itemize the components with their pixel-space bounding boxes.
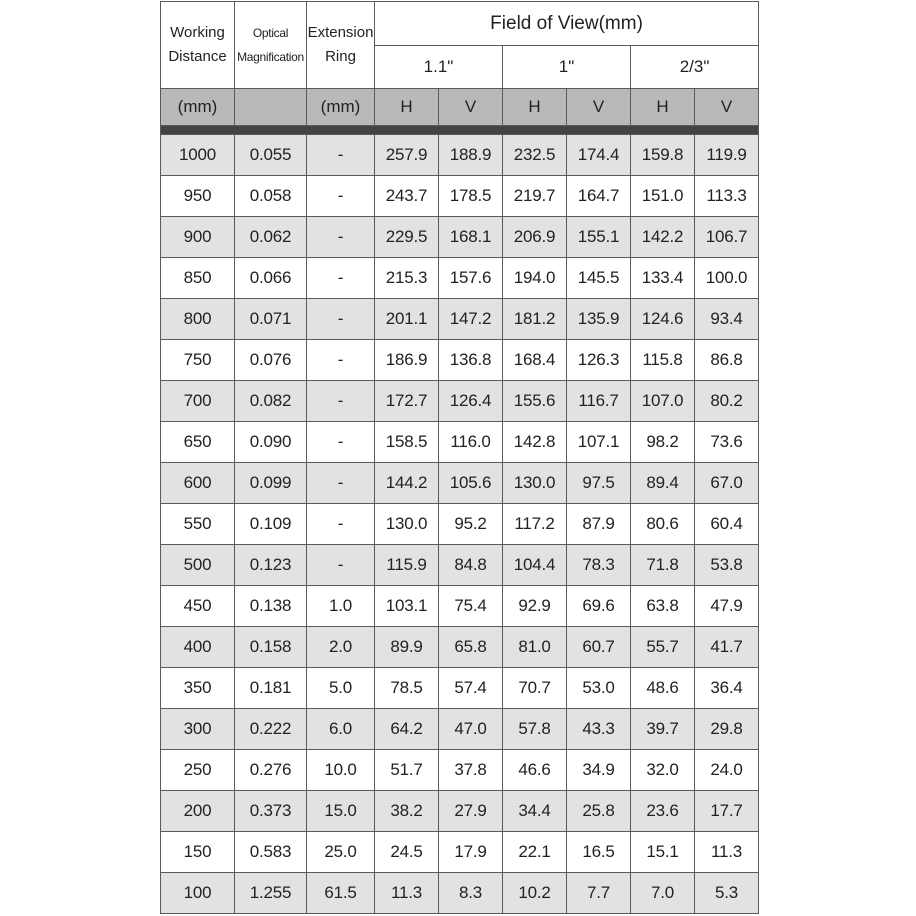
table-cell: 158.5: [375, 422, 439, 463]
table-cell: -: [307, 217, 375, 258]
table-row: [161, 463, 759, 504]
table-cell: 97.5: [567, 463, 631, 504]
table-cell: 105.6: [439, 463, 503, 504]
table-cell: -: [307, 463, 375, 504]
sensor-size-header-1-inch: 1": [503, 46, 631, 89]
table-cell: 47.0: [439, 709, 503, 750]
table-cell: 300: [161, 709, 235, 750]
table-cell: 0.099: [235, 463, 307, 504]
table-cell: 117.2: [503, 504, 567, 545]
table-cell: -: [307, 258, 375, 299]
field-of-view-table: [160, 1, 759, 914]
table-body: [161, 135, 759, 914]
units-row: [161, 89, 759, 126]
table-cell: 1.255: [235, 873, 307, 914]
table-cell: 115.8: [631, 340, 695, 381]
table-cell: 0.066: [235, 258, 307, 299]
table-cell: -: [307, 340, 375, 381]
table-cell: 0.082: [235, 381, 307, 422]
table-cell: 80.2: [695, 381, 759, 422]
table-row: [161, 750, 759, 791]
table-cell: 22.1: [503, 832, 567, 873]
table-row: [161, 176, 759, 217]
table-cell: 186.9: [375, 340, 439, 381]
table-cell: 64.2: [375, 709, 439, 750]
separator-band: [161, 126, 759, 135]
table-row: [161, 832, 759, 873]
table-row: [161, 586, 759, 627]
table-cell: 136.8: [439, 340, 503, 381]
optical-magnification-header: [235, 2, 307, 89]
table-cell: 206.9: [503, 217, 567, 258]
table-cell: 104.4: [503, 545, 567, 586]
table-cell: 172.7: [375, 381, 439, 422]
table-cell: 113.3: [695, 176, 759, 217]
table-cell: 124.6: [631, 299, 695, 340]
unit-cell: V: [695, 89, 759, 126]
table-cell: 51.7: [375, 750, 439, 791]
table-row: [161, 135, 759, 176]
table-cell: 174.4: [567, 135, 631, 176]
optical-magnification-header-line-1: Optical: [252, 26, 289, 40]
table-cell: 130.0: [503, 463, 567, 504]
table-cell: 243.7: [375, 176, 439, 217]
table-cell: -: [307, 545, 375, 586]
table-cell: 700: [161, 381, 235, 422]
table-cell: 450: [161, 586, 235, 627]
table-cell: 5.3: [695, 873, 759, 914]
table-cell: 32.0: [631, 750, 695, 791]
extension-ring-header: [307, 2, 375, 89]
table-cell: 0.123: [235, 545, 307, 586]
table-cell: 29.8: [695, 709, 759, 750]
table-cell: 116.7: [567, 381, 631, 422]
table-cell: 0.373: [235, 791, 307, 832]
table-cell: 145.5: [567, 258, 631, 299]
table-cell: 0.071: [235, 299, 307, 340]
table-cell: 95.2: [439, 504, 503, 545]
table-cell: 100: [161, 873, 235, 914]
table-cell: 0.583: [235, 832, 307, 873]
table-cell: 39.7: [631, 709, 695, 750]
table-cell: 200: [161, 791, 235, 832]
table-row: [161, 873, 759, 914]
table-cell: 157.6: [439, 258, 503, 299]
table-cell: 159.8: [631, 135, 695, 176]
table-cell: 400: [161, 627, 235, 668]
sensor-size-header-1-1-inch: 1.1": [375, 46, 503, 89]
field-of-view-header: Field of View(mm): [375, 2, 759, 46]
table-cell: 126.3: [567, 340, 631, 381]
table-cell: 0.055: [235, 135, 307, 176]
table-cell: 10.2: [503, 873, 567, 914]
table-cell: 34.9: [567, 750, 631, 791]
table-cell: 75.4: [439, 586, 503, 627]
table-row: [161, 627, 759, 668]
separator-band-cell: [161, 126, 759, 135]
table-row: [161, 504, 759, 545]
table-cell: 43.3: [567, 709, 631, 750]
extension-ring-header-line-1: Extension: [307, 24, 374, 41]
table-row: [161, 340, 759, 381]
table-cell: 46.6: [503, 750, 567, 791]
table-cell: 73.6: [695, 422, 759, 463]
table-cell: 57.8: [503, 709, 567, 750]
table-cell: 0.058: [235, 176, 307, 217]
table-cell: 48.6: [631, 668, 695, 709]
table-row: [161, 217, 759, 258]
table-cell: 178.5: [439, 176, 503, 217]
optical-magnification-header-line-2: Magnification: [237, 50, 304, 64]
table-cell: 23.6: [631, 791, 695, 832]
table-cell: -: [307, 381, 375, 422]
table-cell: 60.4: [695, 504, 759, 545]
table-cell: 53.8: [695, 545, 759, 586]
unit-cell: H: [503, 89, 567, 126]
table-cell: 0.076: [235, 340, 307, 381]
table-cell: 78.5: [375, 668, 439, 709]
table-cell: 98.2: [631, 422, 695, 463]
table-cell: 1000: [161, 135, 235, 176]
table-cell: 25.8: [567, 791, 631, 832]
table-cell: 232.5: [503, 135, 567, 176]
table-cell: 0.158: [235, 627, 307, 668]
table-cell: 10.0: [307, 750, 375, 791]
table-cell: 650: [161, 422, 235, 463]
table-cell: 250: [161, 750, 235, 791]
table-cell: 800: [161, 299, 235, 340]
table-row: [161, 545, 759, 586]
working-distance-header-line-2: Distance: [168, 48, 227, 65]
table-cell: 78.3: [567, 545, 631, 586]
table-cell: 70.7: [503, 668, 567, 709]
table-cell: 219.7: [503, 176, 567, 217]
table-cell: 71.8: [631, 545, 695, 586]
table-cell: 600: [161, 463, 235, 504]
table-cell: 65.8: [439, 627, 503, 668]
table-cell: 55.7: [631, 627, 695, 668]
table-cell: 11.3: [695, 832, 759, 873]
table-cell: 84.8: [439, 545, 503, 586]
unit-cell: [235, 89, 307, 126]
table-cell: 7.0: [631, 873, 695, 914]
table-cell: 89.9: [375, 627, 439, 668]
table-cell: 86.8: [695, 340, 759, 381]
table-cell: 900: [161, 217, 235, 258]
table-cell: 89.4: [631, 463, 695, 504]
table-cell: 1.0: [307, 586, 375, 627]
table-cell: 80.6: [631, 504, 695, 545]
table-cell: 215.3: [375, 258, 439, 299]
table-cell: 168.1: [439, 217, 503, 258]
table-cell: 164.7: [567, 176, 631, 217]
table-cell: 87.9: [567, 504, 631, 545]
table-cell: 36.4: [695, 668, 759, 709]
table-row: [161, 422, 759, 463]
working-distance-header: [161, 2, 235, 89]
unit-cell: V: [439, 89, 503, 126]
table-cell: 15.1: [631, 832, 695, 873]
table-cell: 41.7: [695, 627, 759, 668]
table-cell: 0.062: [235, 217, 307, 258]
table-cell: 0.109: [235, 504, 307, 545]
table-cell: 850: [161, 258, 235, 299]
table-cell: 37.8: [439, 750, 503, 791]
table-cell: 93.4: [695, 299, 759, 340]
unit-cell: H: [631, 89, 695, 126]
sensor-size-header-2-3-inch: 2/3": [631, 46, 759, 89]
table-cell: 257.9: [375, 135, 439, 176]
unit-cell: V: [567, 89, 631, 126]
table-cell: 194.0: [503, 258, 567, 299]
table-row: [161, 299, 759, 340]
table-cell: 103.1: [375, 586, 439, 627]
table-cell: 500: [161, 545, 235, 586]
table-cell: 950: [161, 176, 235, 217]
table-row: [161, 258, 759, 299]
table-cell: -: [307, 135, 375, 176]
table-header: [161, 2, 759, 135]
table-cell: 115.9: [375, 545, 439, 586]
table-cell: 7.7: [567, 873, 631, 914]
table-cell: 15.0: [307, 791, 375, 832]
table-cell: 63.8: [631, 586, 695, 627]
table-cell: 107.0: [631, 381, 695, 422]
table-cell: 119.9: [695, 135, 759, 176]
table-cell: 151.0: [631, 176, 695, 217]
unit-cell: (mm): [161, 89, 235, 126]
table-cell: 0.138: [235, 586, 307, 627]
table-cell: 0.181: [235, 668, 307, 709]
table-cell: 750: [161, 340, 235, 381]
table-cell: 34.4: [503, 791, 567, 832]
header-row-main: [161, 2, 759, 46]
table-row: [161, 709, 759, 750]
table-cell: 2.0: [307, 627, 375, 668]
unit-cell: (mm): [307, 89, 375, 126]
table-row: [161, 381, 759, 422]
table-cell: 0.276: [235, 750, 307, 791]
table-cell: 0.222: [235, 709, 307, 750]
table-cell: 181.2: [503, 299, 567, 340]
table-cell: 144.2: [375, 463, 439, 504]
table-cell: 53.0: [567, 668, 631, 709]
table-cell: 150: [161, 832, 235, 873]
table-cell: -: [307, 504, 375, 545]
table-cell: 8.3: [439, 873, 503, 914]
table-cell: 142.8: [503, 422, 567, 463]
table-cell: -: [307, 422, 375, 463]
table-cell: 27.9: [439, 791, 503, 832]
table-cell: 24.0: [695, 750, 759, 791]
table-cell: 60.7: [567, 627, 631, 668]
table-row: [161, 791, 759, 832]
table-cell: 147.2: [439, 299, 503, 340]
table-row: [161, 668, 759, 709]
table-cell: 5.0: [307, 668, 375, 709]
table-cell: 135.9: [567, 299, 631, 340]
table-cell: 38.2: [375, 791, 439, 832]
table-cell: 11.3: [375, 873, 439, 914]
table-cell: 201.1: [375, 299, 439, 340]
table-cell: 6.0: [307, 709, 375, 750]
table-cell: 16.5: [567, 832, 631, 873]
table-cell: 100.0: [695, 258, 759, 299]
table-cell: 130.0: [375, 504, 439, 545]
table-cell: 69.6: [567, 586, 631, 627]
table-cell: 106.7: [695, 217, 759, 258]
table-cell: 57.4: [439, 668, 503, 709]
working-distance-header-line-1: Working: [170, 24, 225, 41]
table-cell: 142.2: [631, 217, 695, 258]
table-cell: 81.0: [503, 627, 567, 668]
table-cell: 155.1: [567, 217, 631, 258]
table-cell: 0.090: [235, 422, 307, 463]
table-cell: 126.4: [439, 381, 503, 422]
table-cell: 47.9: [695, 586, 759, 627]
table-cell: 24.5: [375, 832, 439, 873]
table-cell: 61.5: [307, 873, 375, 914]
table-cell: -: [307, 176, 375, 217]
table-cell: 550: [161, 504, 235, 545]
table-cell: 350: [161, 668, 235, 709]
table-cell: 92.9: [503, 586, 567, 627]
table-cell: -: [307, 299, 375, 340]
table-cell: 17.7: [695, 791, 759, 832]
table-cell: 188.9: [439, 135, 503, 176]
table-cell: 133.4: [631, 258, 695, 299]
table-cell: 17.9: [439, 832, 503, 873]
table-cell: 25.0: [307, 832, 375, 873]
table-cell: 67.0: [695, 463, 759, 504]
table-cell: 229.5: [375, 217, 439, 258]
table-cell: 116.0: [439, 422, 503, 463]
table-cell: 155.6: [503, 381, 567, 422]
unit-cell: H: [375, 89, 439, 126]
table-cell: 168.4: [503, 340, 567, 381]
extension-ring-header-line-2: Ring: [325, 48, 356, 65]
table-cell: 107.1: [567, 422, 631, 463]
